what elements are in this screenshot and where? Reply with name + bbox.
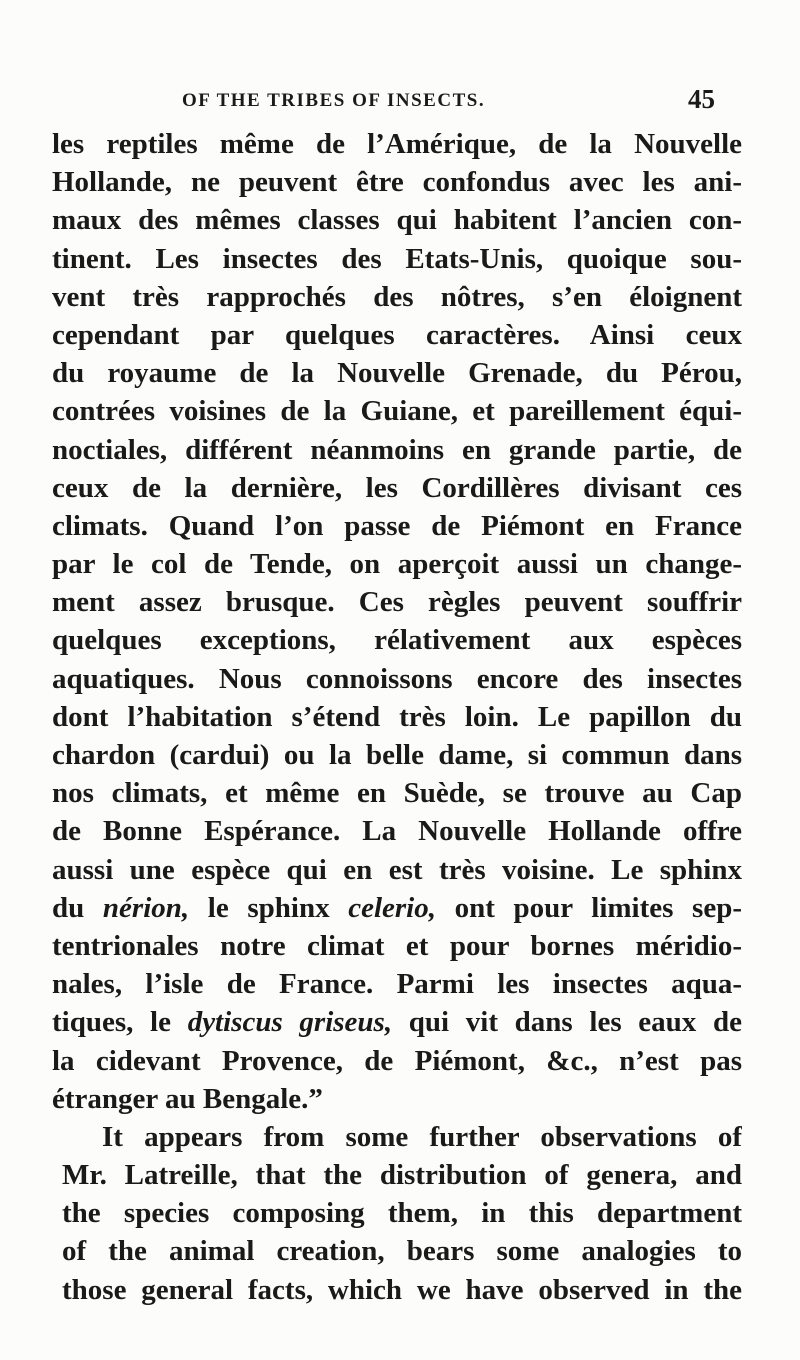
italic-term: dytiscus griseus, bbox=[187, 1006, 393, 1039]
text-line: du royaume de la Nouvelle Grenade, du Pérou, bbox=[52, 357, 742, 390]
text-line: maux des mêmes classes qui habitent l’ancien con- bbox=[52, 204, 742, 237]
text-line bbox=[52, 1003, 742, 1041]
text-line: ceux de la dernière, les Cordillères divisant ces bbox=[52, 471, 742, 504]
text-run: du bbox=[52, 891, 103, 924]
text-line: those general facts, which we have observed in the bbox=[62, 1273, 742, 1306]
italic-term: nérion, bbox=[102, 891, 190, 924]
text-line: the species composing them, in this department bbox=[62, 1197, 742, 1230]
text-line: vent très rapprochés des nôtres, s’en éloignent bbox=[52, 280, 742, 313]
text-line: par le col de Tende, on aperçoit aussi un change- bbox=[52, 548, 742, 581]
text-line: ment assez brusque. Ces règles peuvent souffrir bbox=[52, 586, 742, 619]
italic-term: celerio, bbox=[348, 891, 436, 924]
text-line: la cidevant Provence, de Piémont, &c., n’est pas bbox=[52, 1044, 742, 1077]
text-line: nales, l’isle de France. Parmi les insectes aqua- bbox=[52, 968, 742, 1001]
text-line: de Bonne Espérance. La Nouvelle Hollande offre bbox=[52, 815, 742, 848]
text-line: aquatiques. Nous connoissons encore des insectes bbox=[52, 662, 742, 695]
text-line: tentrionales notre climat et pour bornes méridio- bbox=[52, 929, 742, 962]
text-line: aussi une espèce qui en est très voisine. Le sphinx bbox=[52, 853, 742, 886]
text-line bbox=[52, 889, 742, 927]
text-line: quelques exceptions, rélativement aux espèces bbox=[52, 624, 742, 657]
text-line: climats. Quand l’on passe de Piémont en France bbox=[52, 509, 742, 542]
text-line: nos climats, et même en Suède, se trouve au Cap bbox=[52, 777, 742, 810]
text-run: tiques, le bbox=[52, 1006, 188, 1039]
text-line: étranger au Bengale.” bbox=[52, 1082, 323, 1115]
page-number: 45 bbox=[688, 84, 715, 114]
text-line: les reptiles même de l’Amérique, de la Nouvelle bbox=[52, 128, 742, 160]
text-line: Hollande, ne peuvent être confondus avec les ani- bbox=[52, 166, 742, 199]
text-line: Mr. Latreille, that the distribution of genera, and bbox=[62, 1159, 742, 1192]
body-text bbox=[52, 125, 742, 1309]
text-line: contrées voisines de la Guiane, et pareillement équi- bbox=[52, 395, 742, 428]
text-line: It appears from some further observations of bbox=[102, 1120, 742, 1153]
text-line: cependant par quelques caractères. Ainsi ceux bbox=[52, 318, 742, 351]
text-line: of the animal creation, bears some analogies to bbox=[62, 1235, 742, 1268]
text-run: le sphinx bbox=[189, 891, 349, 924]
text-run: ont pour limites sep- bbox=[435, 891, 742, 924]
text-line: chardon (cardui) ou la belle dame, si commun dans bbox=[52, 739, 742, 771]
text-line: tinent. Les insectes des Etats-Unis, quoique sou- bbox=[52, 242, 742, 275]
running-title: OF THE TRIBES OF INSECTS. bbox=[182, 90, 486, 111]
text-line: noctiales, différent néanmoins en grande partie, de bbox=[52, 433, 742, 466]
running-head bbox=[0, 82, 800, 122]
text-run: qui vit dans les eaux de bbox=[392, 1006, 742, 1039]
text-line: dont l’habitation s’étend très loin. Le papillon du bbox=[52, 700, 742, 733]
